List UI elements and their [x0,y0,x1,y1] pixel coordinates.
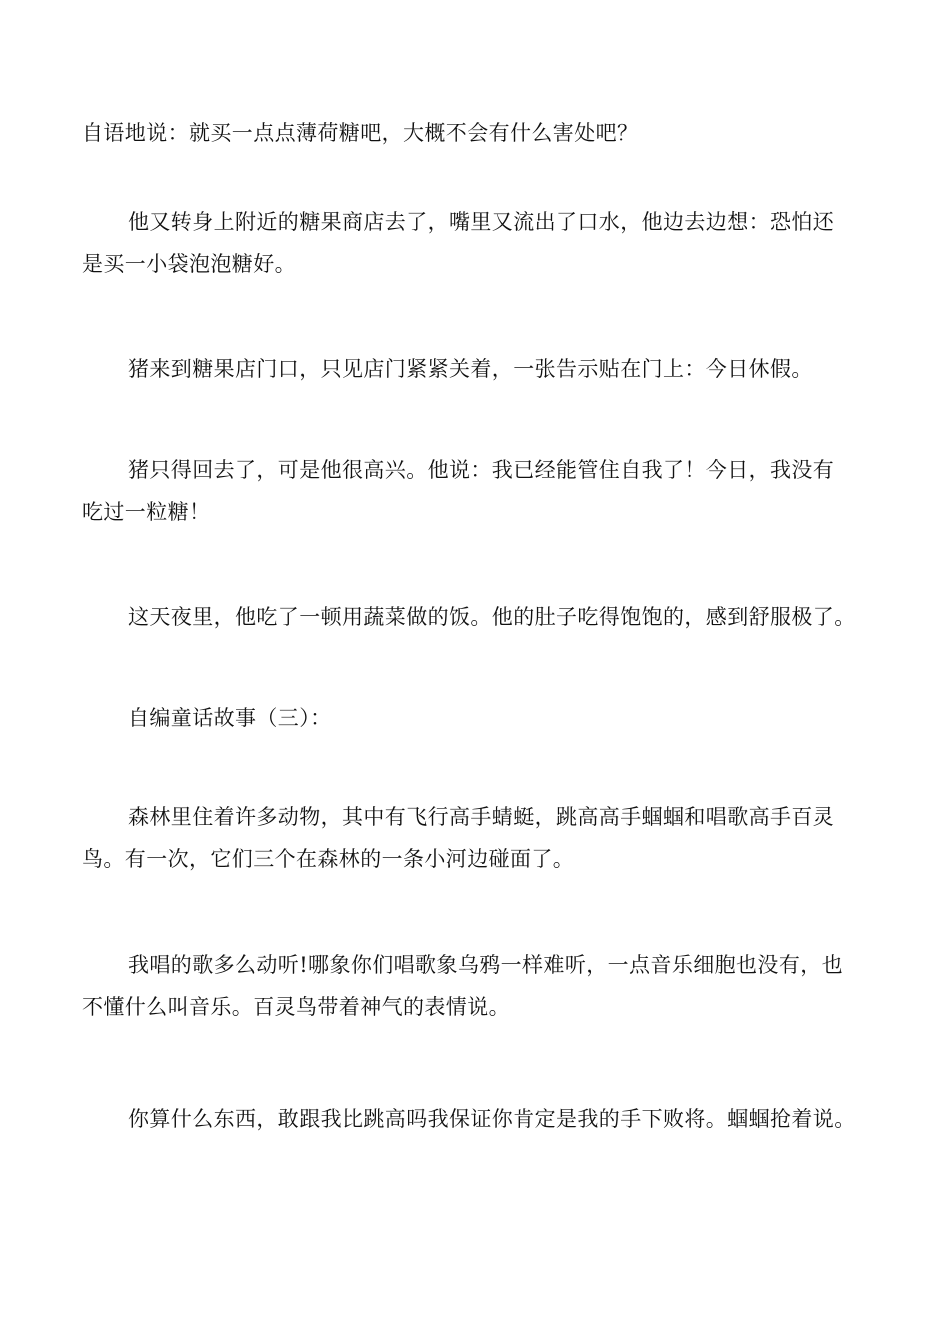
paragraph-line: 猪来到糖果店门口，只见店门紧紧关着，一张告示贴在门上：今日休假。 [128,357,813,381]
paragraph-9 [82,1098,882,1140]
section-heading [82,697,882,739]
paragraph-2 [82,201,882,285]
paragraph-line: 这天夜里，他吃了一顿用蔬菜做的饭。他的肚子吃得饱饱的，感到舒服极了。 [128,605,856,629]
paragraph-7 [82,796,882,880]
paragraph-line: 你算什么东西，敢跟我比跳高吗我保证你肯定是我的手下败将。蝈蝈抢着说。 [128,1107,856,1131]
paragraph-line: 我唱的歌多么动听!哪象你们唱歌象乌鸦一样难听，一点音乐细胞也没有，也 [128,953,844,977]
paragraph-line: 鸟。有一次，它们三个在森林的一条小河边碰面了。 [82,847,575,871]
paragraph-3 [82,348,882,390]
paragraph-line: 是买一小袋泡泡糖好。 [82,252,296,276]
paragraph-line: 吃过一粒糖！ [82,500,211,524]
paragraph-line: 他又转身上附近的糖果商店去了，嘴里又流出了口水，他边去边想：恐怕还 [128,210,835,234]
paragraph-line: 不懂什么叫音乐。百灵鸟带着神气的表情说。 [82,995,510,1019]
paragraph-line: 自语地说：就买一点点薄荷糖吧，大概不会有什么害处吧？ [82,121,639,145]
paragraph-8 [82,944,882,1028]
paragraph-line: 猪只得回去了，可是他很高兴。他说：我已经能管住自我了！今日，我没有 [128,458,835,482]
paragraph-line: 森林里住着许多动物，其中有飞行高手蜻蜓，跳高高手蝈蝈和唱歌高手百灵 [128,805,835,829]
paragraph-5 [82,596,882,638]
paragraph-4 [82,449,882,533]
paragraph-line: 自编童话故事（三）： [128,706,332,730]
paragraph-1 [82,112,882,154]
